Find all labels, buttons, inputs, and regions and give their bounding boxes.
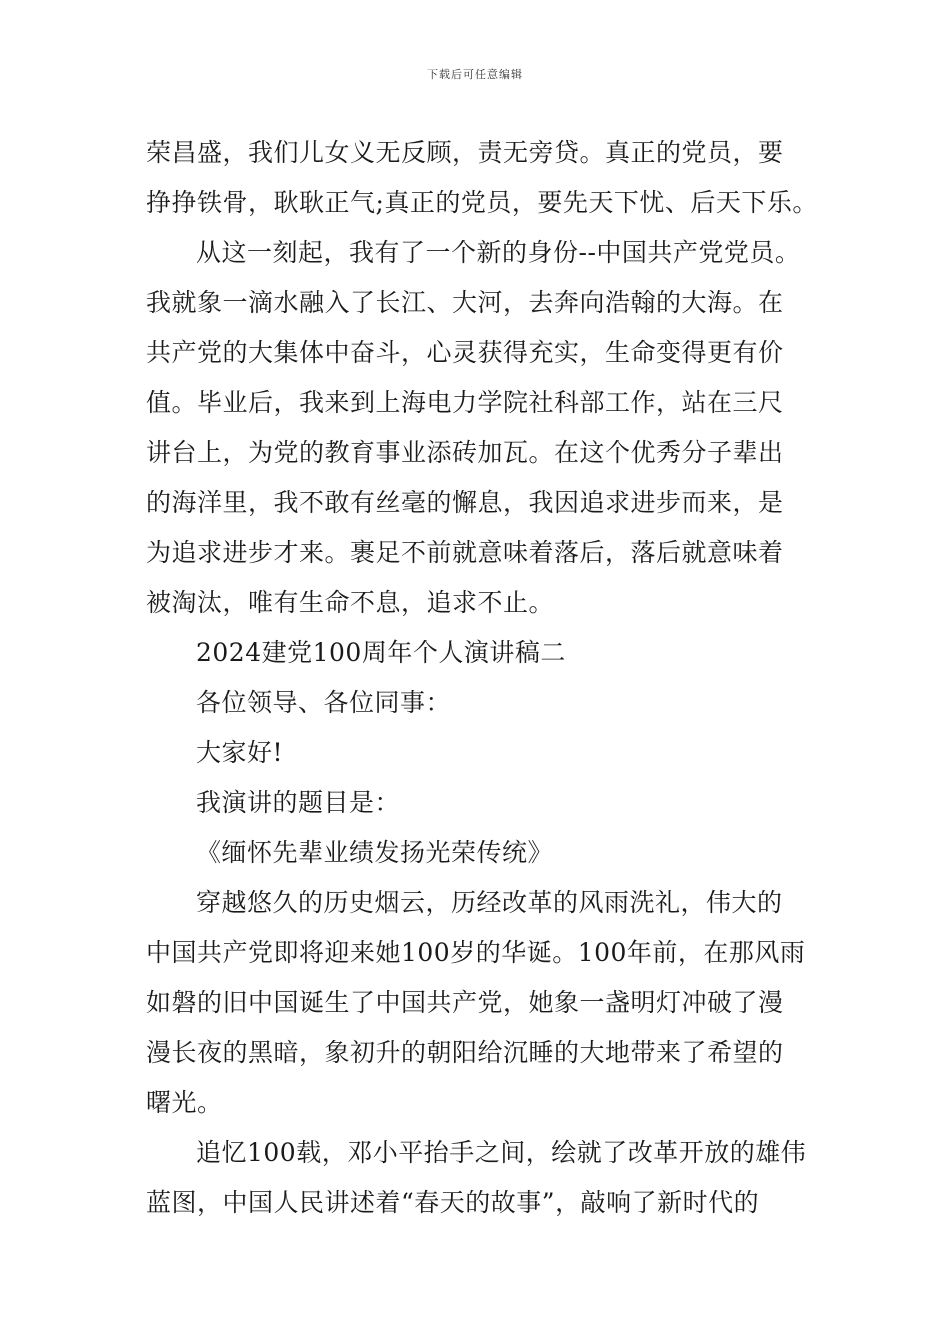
text-line: 曙光。 — [146, 1088, 223, 1117]
text-line: 我就象一滴水融入了长江、大河，去奔向浩翰的大海。在 — [146, 288, 784, 317]
text-line: 从这一刻起，我有了一个新的身份--中国共产党党员。 — [196, 238, 801, 267]
text-line: 值。毕业后，我来到上海电力学院社科部工作，站在三尺 — [146, 388, 784, 417]
text-line: 讲台上，为党的教育事业添砖加瓦。在这个优秀分子辈出 — [146, 438, 784, 467]
text-line: 漫长夜的黑暗，象初升的朝阳给沉睡的大地带来了希望的 — [146, 1038, 784, 1067]
text-line: 共产党的大集体中奋斗，心灵获得充实，生命变得更有价 — [146, 338, 784, 367]
text-line: 如磐的旧中国诞生了中国共产党，她象一盏明灯冲破了漫 — [146, 988, 784, 1017]
page-header: 下载后可任意编辑 — [427, 68, 523, 81]
greeting: 大家好! — [196, 738, 284, 767]
document-body — [146, 128, 816, 1228]
salutation: 各位领导、各位同事： — [196, 688, 452, 717]
text-line: 蓝图，中国人民讲述着“春天的故事”，敲响了新时代的 — [146, 1188, 760, 1217]
speech-title: 《缅怀先辈业绩发扬光荣传统》 — [196, 838, 554, 867]
text-line: 被淘汰，唯有生命不息，追求不止。 — [146, 588, 555, 617]
text-line: 的海洋里，我不敢有丝毫的懈息，我因追求进步而来，是 — [146, 488, 784, 517]
text-line: 为追求进步才来。裹足不前就意味着落后，落后就意味着 — [146, 538, 784, 567]
text-line: 穿越悠久的历史烟云，历经改革的风雨洗礼，伟大的 — [196, 888, 783, 917]
text-line: 挣挣铁骨，耿耿正气;真正的党员，要先天下忧、后天下乐。 — [146, 188, 818, 217]
text-line: 追忆100载，邓小平抬手之间，绘就了改革开放的雄伟 — [196, 1138, 807, 1167]
text-line: 我演讲的题目是： — [196, 788, 401, 817]
section-heading: 2024建党100周年个人演讲稿二 — [196, 638, 566, 667]
text-line: 荣昌盛，我们儿女义无反顾，责无旁贷。真正的党员，要 — [146, 138, 784, 167]
text-line: 中国共产党即将迎来她100岁的华诞。100年前，在那风雨 — [146, 938, 806, 967]
